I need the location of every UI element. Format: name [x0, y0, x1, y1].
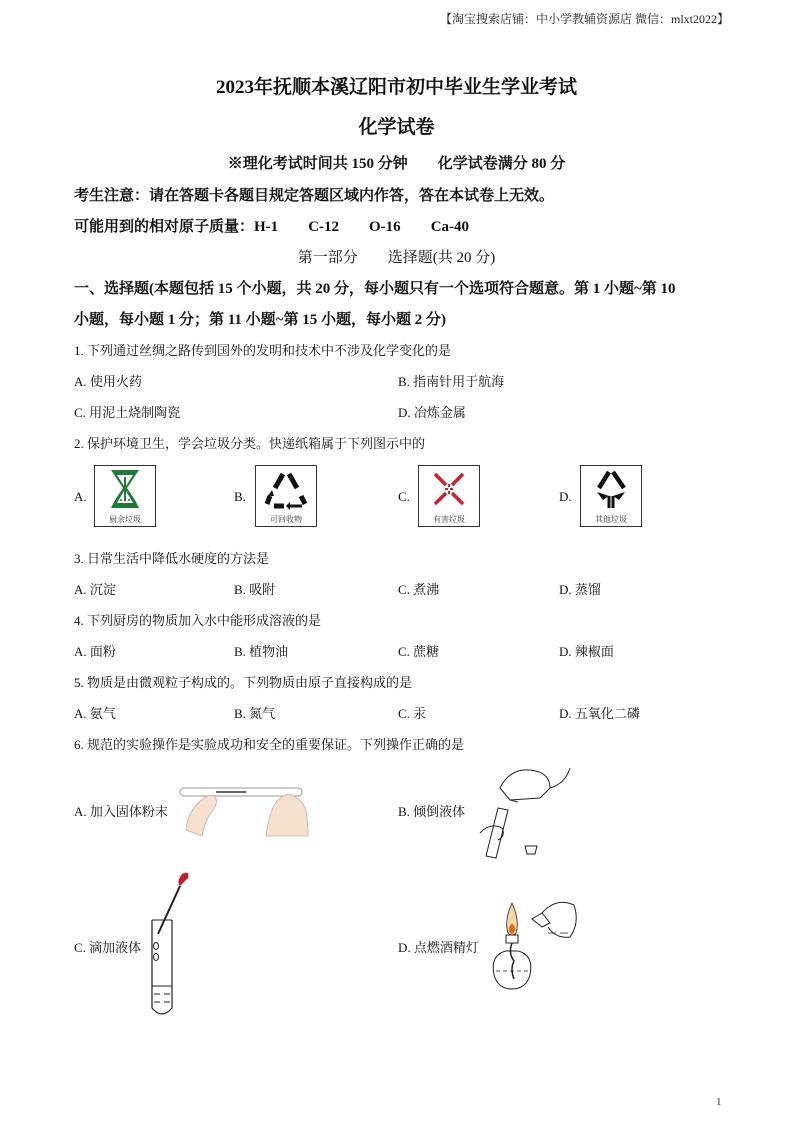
- question-2-option-d-letter[interactable]: D.: [559, 489, 572, 504]
- adding-powder-illustration: [176, 780, 316, 838]
- atomic-mass-line: [74, 215, 469, 236]
- question-4-option-a[interactable]: A. 面粉: [74, 644, 116, 659]
- page-number: 1: [716, 1096, 722, 1108]
- atomic-mass-label: 可能用到的相对原子质量：: [74, 219, 255, 235]
- section-intro-line1: 一、选择题(本题包括 15 个小题，共 20 分，每小题只有一个选项符合题意。第 1 小题~第 10: [74, 281, 676, 297]
- question-6-stem: 6. 规范的实验操作是实验成功和安全的重要保证。下列操作正确的是: [74, 737, 465, 752]
- question-2-option-b-letter[interactable]: B.: [234, 489, 246, 504]
- question-3-option-c[interactable]: C. 煮沸: [398, 582, 440, 597]
- exam-title: 2023年抚顺本溪辽阳市初中毕业生学业考试: [215, 77, 577, 98]
- recyclable-label: 可回收物: [270, 515, 302, 524]
- exam-info: [0, 152, 793, 173]
- header-watermark: 【淘宝搜索店铺：中小学教辅资源店 微信：mlxt2022】: [439, 12, 729, 26]
- dropping-liquid-illustration: [140, 868, 200, 1022]
- hazardous-waste-label: 有害垃圾: [433, 515, 465, 524]
- question-1-option-a[interactable]: A. 使用火药: [74, 374, 142, 389]
- recyclable-icon: [256, 466, 316, 514]
- question-2-stem: 2. 保护环境卫生，学会垃圾分类。快递纸箱属于下列图示中的: [74, 436, 426, 451]
- section-intro-line2: 小题，每小题 1 分；第 11 小题~第 15 小题，每小题 2 分): [74, 312, 446, 328]
- question-3-stem: 3. 日常生活中降低水硬度的方法是: [74, 551, 270, 566]
- question-6-option-a[interactable]: A. 加入固体粉末: [74, 804, 168, 819]
- question-5-option-a[interactable]: A. 氨气: [74, 706, 116, 721]
- atomic-mass-o: O-16: [369, 219, 401, 235]
- question-6-option-d[interactable]: D. 点燃酒精灯: [398, 940, 479, 955]
- question-3-option-a[interactable]: A. 沉淀: [74, 582, 116, 597]
- question-1-option-d[interactable]: D. 冶炼金属: [398, 405, 466, 420]
- question-2-option-c-sign[interactable]: [418, 465, 480, 527]
- question-5-stem: 5. 物质是由微观粒子构成的。下列物质由原子直接构成的是: [74, 675, 413, 690]
- other-waste-label: 其他垃圾: [595, 515, 627, 524]
- part-name: 第一部分: [297, 250, 358, 266]
- question-1-option-c[interactable]: C. 用泥土烧制陶瓷: [74, 405, 181, 420]
- question-4-option-c[interactable]: C. 蔗糖: [398, 644, 440, 659]
- other-waste-icon: [581, 466, 641, 514]
- question-6-option-c[interactable]: C. 滴加液体: [74, 940, 142, 955]
- atomic-mass-h: H-1: [254, 219, 279, 235]
- question-2-option-a-letter[interactable]: A.: [74, 489, 87, 504]
- atomic-mass-c: C-12: [308, 219, 340, 235]
- part-heading: [0, 246, 793, 267]
- question-4-option-b[interactable]: B. 植物油: [234, 644, 289, 659]
- hazardous-waste-icon: [419, 466, 479, 514]
- part-title: 选择题(共 20 分): [387, 250, 496, 266]
- question-2-option-d-sign[interactable]: [580, 465, 642, 527]
- exam-notice: 考生注意：请在答题卡各题目规定答题区域内作答，答在本试卷上无效。: [74, 188, 555, 204]
- question-5-option-b[interactable]: B. 氮气: [234, 706, 276, 721]
- question-1-stem: 1. 下列通过丝绸之路传到国外的发明和技术中不涉及化学变化的是: [74, 343, 452, 358]
- question-4-option-d[interactable]: D. 辣椒面: [559, 644, 614, 659]
- question-2-option-c-letter[interactable]: C.: [398, 489, 410, 504]
- question-6-option-b[interactable]: B. 倾倒液体: [398, 804, 466, 819]
- pouring-liquid-illustration: [470, 758, 580, 863]
- question-5-option-c[interactable]: C. 汞: [398, 706, 427, 721]
- question-3-option-b[interactable]: B. 吸附: [234, 582, 276, 597]
- question-1-option-b[interactable]: B. 指南针用于航海: [398, 374, 505, 389]
- exam-score: 化学试卷满分 80 分: [437, 156, 566, 172]
- exam-time: ※理化考试时间共 150 分钟: [227, 156, 408, 172]
- question-4-stem: 4. 下列厨房的物质加入水中能形成溶液的是: [74, 613, 322, 628]
- question-2-option-b-sign[interactable]: [255, 465, 317, 527]
- food-waste-label: 厨余垃圾: [109, 515, 141, 524]
- food-waste-icon: [95, 466, 155, 514]
- lighting-alcohol-lamp-illustration: [486, 893, 586, 999]
- exam-subtitle: 化学试卷: [358, 117, 435, 138]
- question-5-option-d[interactable]: D. 五氧化二磷: [559, 706, 640, 721]
- atomic-mass-ca: Ca-40: [430, 219, 470, 235]
- question-3-option-d[interactable]: D. 蒸馏: [559, 582, 601, 597]
- question-2-option-a-sign[interactable]: [94, 465, 156, 527]
